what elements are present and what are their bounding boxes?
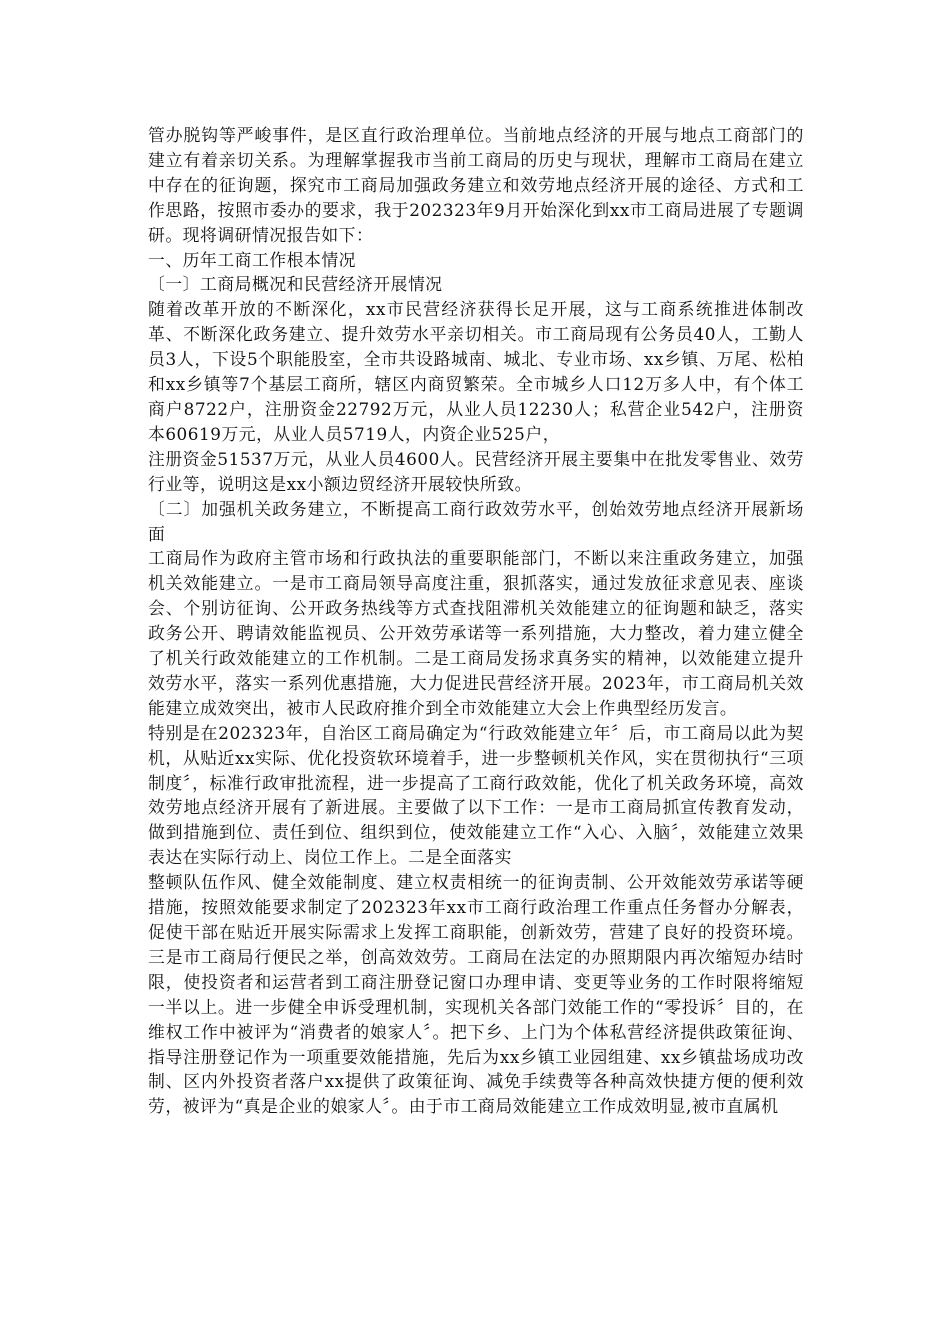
measures-paragraph: 整顿队伍作风、健全效能制度、建立权责相统一的征询责制、公开效能效劳承诺等硬措施，按照效能要求制定了202323年xx市工商行政治理工作重点任务督办分解表，促使干部在贴近开展实际需求上发挥工商职能，创新效劳，营建了良好的投资环境。三是市工商局行便民之举，创高效效劳。工商局在法定的办照期限内再次缩短办结时限，使投资者和运营者到工商注册登记窗口办理申请、变更等业务的工作时限将缩短一半以上。进一步健全申诉受理机制，实现机关各部门效能工作的“零投诉〞目的，在维权工作中被评为“消费者的娘家人〞。把下乡、上门为个体私营经济提供政策征询、指导注册登记作为一项重要效能措施，先后为xx乡镇工业园组建、xx乡镇盐场成功改制、区内外投资者落户xx提供了政策征询、减免手续费等各种高效快捷方便的便利效劳，被评为“真是企业的娘家人〞。由于市工商局效能建立工作成效明显,被市直属机 — [148, 872, 804, 1117]
intro-paragraph: 管办脱钩等严峻事件，是区直行政治理单位。当前地点经济的开展与地点工商部门的建立有着亲切关系。为理解掌握我市当前工商局的历史与现状，理解市工商局在建立中存在的征询题，探究市工商局加强政务建立和效劳地点经济开展的途径、方式和工作思路，按照市委办的要求，我于202323年9月开始深化到xx市工商局进展了专题调研。现将调研情况报告如下： — [148, 125, 804, 245]
subsection-heading-1: 〔一〕工商局概况和民营经济开展情况 — [148, 274, 443, 295]
efficiency-paragraph: 工商局作为政府主管市场和行政执法的重要职能部门，不断以来注重政务建立，加强机关效能建立。一是市工商局领导高度注重，狠抓落实，通过发放征求意见表、座谈会、个别访征询、公开政务热线等方式查找阻滞机关效能建立的征询题和缺乏，落实政务公开、聘请效能监视员、公开效劳承诺等一系列措施，大力整改，着力建立健全了机关行政效能建立的工作机制。二是工商局发扬求真务实的精神，以效能建立提升效劳水平，落实一系列优惠措施，大力促进民营经济开展。2023年，市工商局机关效能建立成效突出，被市人民政府推介到全市效能建立大会上作典型经历发言。 — [148, 548, 804, 718]
special-paragraph: 特别是在202323年，自治区工商局确定为“行政效能建立年〞后，市工商局以此为契机，从贴近xx实际、优化投资软环境着手，进一步整顿机关作风，实在贯彻执行“三项制度〞，标准行政审批流程，进一步提高了工商行政效能，优化了机关政务环境，高效效劳地点经济开展有了新进展。主要做了以下工作：一是市工商局抓宣传教育发动，做到措施到位、责任到位、组织到位，使效能建立工作“入心、入脑〞，效能建立效果表达在实际行动上、岗位工作上。二是全面落实 — [148, 722, 804, 868]
overview-continuation-paragraph: 注册资金51537万元，从业人员4600人。民营经济开展主要集中在批发零售业、效劳行业等，说明这是xx小额边贸经济开展较快所致。 — [148, 448, 804, 494]
section-heading-1: 一、历年工商工作根本情况 — [148, 249, 356, 270]
document-body — [148, 123, 804, 1119]
overview-paragraph: 随着改革开放的不断深化，xx市民营经济获得长足开展，这与工商系统推进体制改革、不断深化政务建立、提升效劳水平亲切相关。市工商局现有公务员40人，工勤人员3人，下设5个职能股室，全市共设路城南、城北、专业市场、xx乡镇、万尾、松柏和xx乡镇等7个基层工商所，辖区内商贸繁荣。全市城乡人口12万多人中，有个体工商户8722户，注册资金22792万元，从业人员12230人；私营企业542户，注册资本60619万元，从业人员5719人，内资企业525户， — [148, 299, 804, 444]
subsection-heading-2: 〔二〕加强机关政务建立，不断提高工商行政效劳水平，创始效劳地点经济开展新场面 — [148, 498, 804, 544]
